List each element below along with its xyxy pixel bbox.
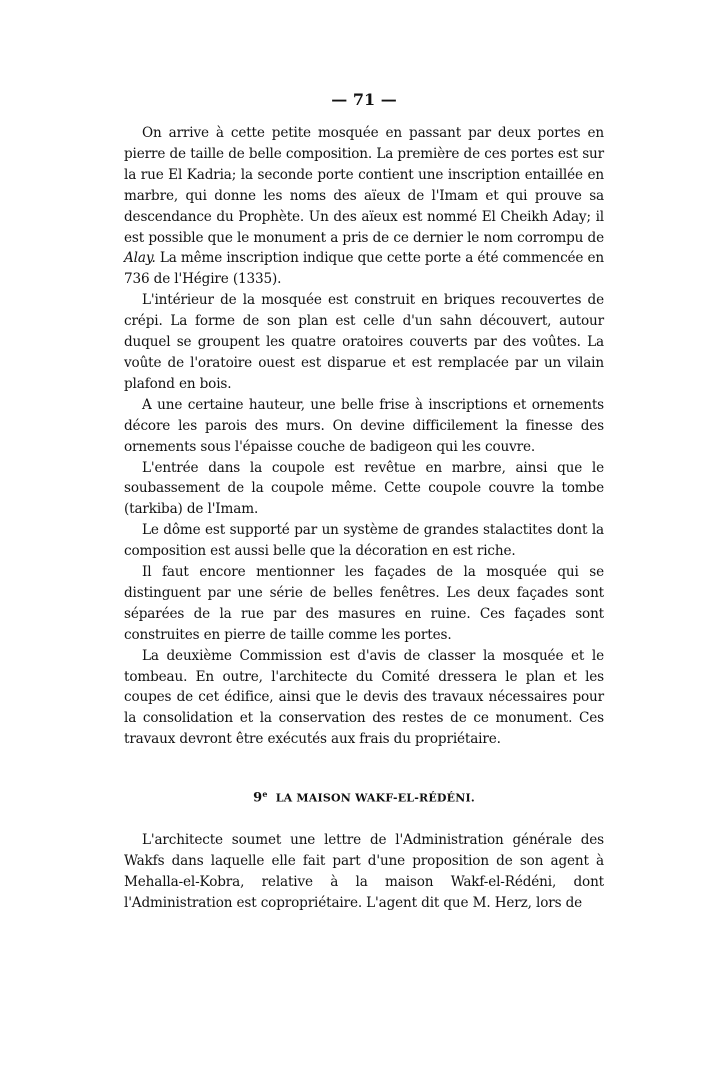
paragraph-facades: Il faut encore mentionner les façades de la mosquée qui se distinguent par une série de belles fenêtres. Les deux façades sont séparées de la rue par des masures en ruine. Ces façades sont construites en pierre de taille comme les portes. <box>124 564 604 643</box>
paragraph-frieze: A une certaine hauteur, une belle frise à inscriptions et ornements décore les parois des murs. On devine difficilement la finesse des ornements sous l'épaisse couche de badigeon qui les couvre. <box>124 396 604 455</box>
page-number: — 71 — <box>331 90 397 109</box>
italic-term: Alay. <box>124 250 156 267</box>
section-number: 9 <box>253 790 263 806</box>
paragraph-text: La même inscription indique que cette porte a été commencée en 736 de l'Hégire (1335). <box>124 250 605 288</box>
section-ordinal: e <box>262 789 268 800</box>
paragraph-dome: Le dôme est supporté par un système de grandes stalactites dont la composition est aussi belle que la décoration en est riche. <box>124 522 604 560</box>
paragraph-text: On arrive à cette petite mosquée en passant par deux portes en pierre de taille de belle composition. La première de ces portes est sur la rue El Kadria; la seconde porte contient une inscription entaillée en marbre, qui donne les noms des aïeux de l'Imam et qui prouve sa descendance du Prophète. Un des aïeux est nommé El Cheikh Aday; il est possible que le monument a pris de ce dernier le nom corrompu de <box>124 125 604 246</box>
paragraph-architect-letter: L'architecte soumet une lettre de l'Administration générale des Wakfs dans laquelle elle fait part d'une proposition de son agent à Mehalla-el-Kobra, relative à la maison Wakf-el-Rédéni, dont l'Administration est copropriétaire. L'agent dit que M. Herz, lors de <box>124 831 604 911</box>
paragraph-interior: L'intérieur de la mosquée est construit en briques recouvertes de crépi. La forme de son plan est celle d'un sahn découvert, autour duquel se groupent les quatre oratoires couverts par des voûtes. La voûte de l'oratoire ouest est disparue et est remplacée par un vilain plafond en bois. <box>124 292 604 392</box>
document-page <box>124 88 604 913</box>
paragraph-entrance-portals <box>124 123 604 290</box>
section-title: LA MAISON WAKF-EL-RÉDÉNI. <box>275 791 475 805</box>
section-heading <box>124 784 604 809</box>
paragraph-commission-decision: La deuxième Commission est d'avis de classer la mosquée et le tombeau. En outre, l'architecte du Comité dressera le plan et les coupes de cet édifice, ainsi que le devis des travaux nécessaires pour la consolidation et la conservation des restes de ce monument. Ces travaux devront être exécutés aux frais du propriétaire. <box>124 647 604 748</box>
paragraph-cupola-entrance: L'entrée dans la coupole est revêtue en marbre, ainsi que le soubassement de la coupole même. Cette coupole couvre la tombe (tarkiba) de l'Imam. <box>124 459 604 518</box>
